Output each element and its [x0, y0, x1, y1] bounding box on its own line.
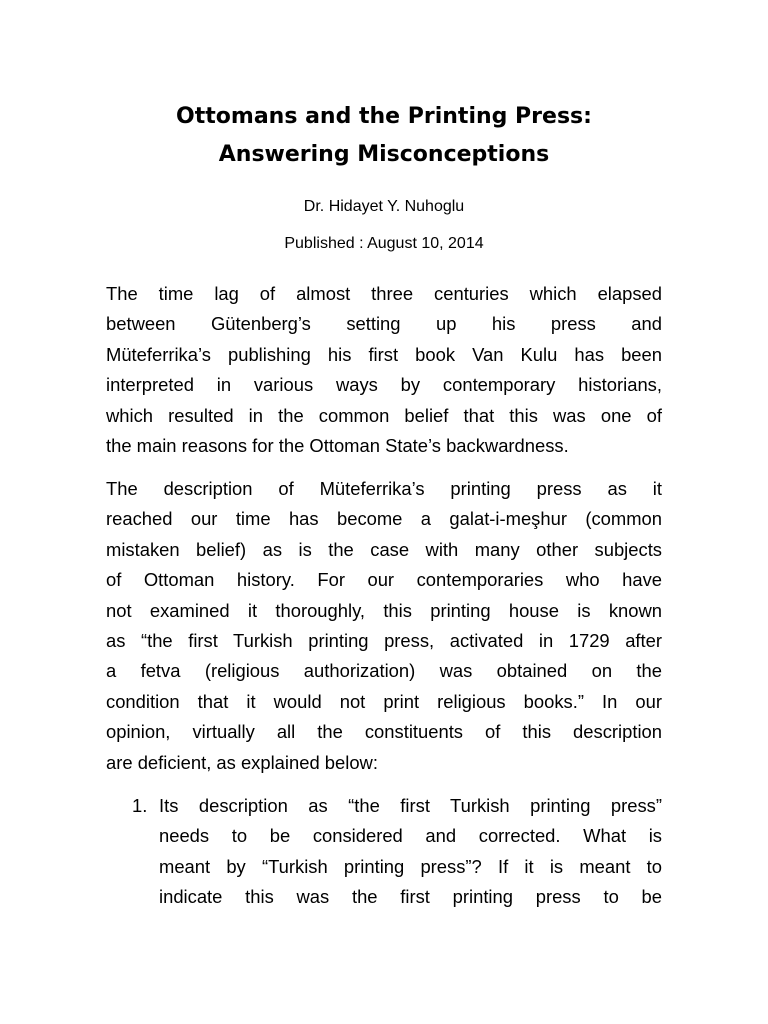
list-item-text	[159, 791, 662, 913]
document-title	[0, 98, 768, 174]
list-item-line: meant by “Turkish printing press”? If it is meant to	[159, 855, 662, 877]
author-name: Dr. Hidayet Y. Nuhoglu	[303, 198, 465, 215]
paragraph-line: are deficient, as explained below:	[106, 751, 378, 773]
list-item-line: indicate this was the first printing press to be	[159, 886, 662, 908]
paragraph-line: as “the first Turkish printing press, activated in 1729 after	[106, 629, 662, 651]
paragraph-line: reached our time has become a galat-i-meşhur (common	[106, 508, 662, 530]
paragraph-line: not examined it thoroughly, this printing house is known	[106, 599, 662, 621]
paragraph-line: which resulted in the common belief that this was one of	[106, 404, 662, 426]
paragraph-line: between Gütenberg’s setting up his press and	[106, 313, 662, 335]
paragraph-line: of Ottoman history. For our contemporaries who have	[106, 569, 662, 591]
publication-date: Published : August 10, 2014	[284, 235, 484, 252]
title-line-1: Ottomans and the Printing Press:	[176, 104, 592, 129]
paragraph-line: mistaken belief) as is the case with many other subjects	[106, 538, 662, 560]
paragraph-line: The time lag of almost three centuries which elapsed	[106, 283, 662, 304]
paragraph-2	[106, 474, 662, 778]
title-line-2: Answering Misconceptions	[218, 142, 550, 167]
list-item-number: 1.	[132, 795, 148, 816]
list-item-line: needs to be considered and corrected. What is	[159, 825, 662, 847]
paragraph-line: interpreted in various ways by contemporary historians,	[106, 374, 662, 396]
list-item-line: Its description as “the first Turkish printing press”	[159, 795, 662, 816]
paragraph-line: opinion, virtually all the constituents of this description	[106, 721, 662, 743]
paragraph-line: the main reasons for the Ottoman State’s backwardness.	[106, 434, 569, 456]
paragraph-line: condition that it would not print religious books.” In our	[106, 690, 662, 712]
paragraph-line: a fetva (religious authorization) was obtained on the	[106, 660, 662, 682]
paragraph-line: The description of Müteferrika’s printing press as it	[106, 478, 662, 499]
paragraph-line: Müteferrika’s publishing his first book Van Kulu has been	[106, 343, 662, 365]
paragraph-1	[106, 279, 662, 461]
